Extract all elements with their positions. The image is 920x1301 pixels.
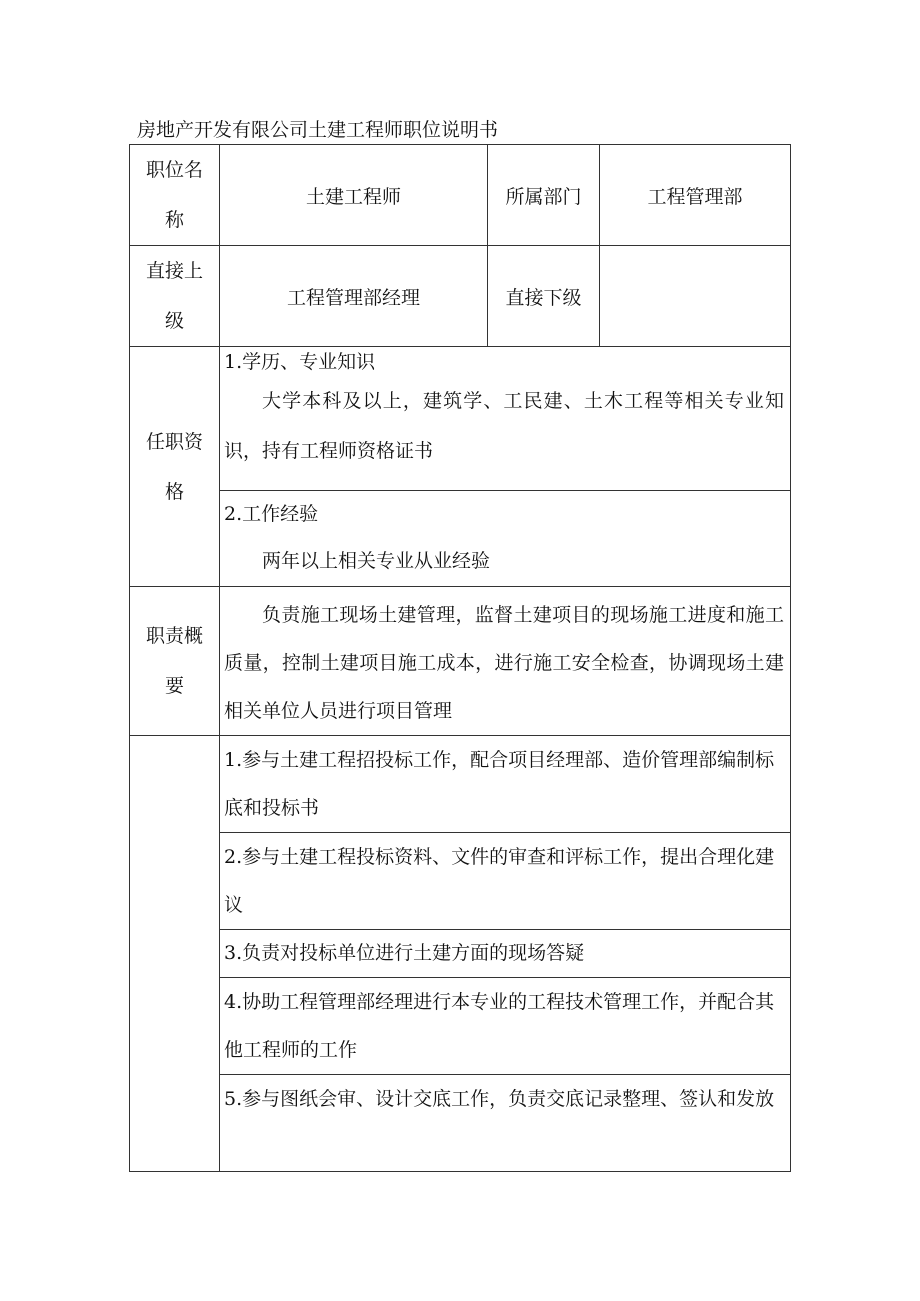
summary-label-cell <box>130 587 220 736</box>
row-duty <box>130 1075 791 1172</box>
row-duty <box>130 930 791 978</box>
row-qualification-education <box>130 347 791 491</box>
position-name-value: 土建工程师 <box>220 145 488 246</box>
subordinate-label: 直接下级 <box>488 246 600 347</box>
qualifications-label: 任职资格 <box>145 430 203 503</box>
row-position <box>130 145 791 246</box>
duty-item: 5.参与图纸会审、设计交底工作，负责交底记录整理、签认和发放 <box>220 1075 791 1172</box>
row-qualification-experience <box>130 491 791 587</box>
qualification-body: 大学本科及以上，建筑学、工民建、土木工程等相关专业知识，持有工程师资格证书 <box>224 390 784 462</box>
superior-value: 工程管理部经理 <box>220 246 488 347</box>
qualification-experience-cell <box>220 491 791 587</box>
subordinate-value <box>600 246 791 347</box>
summary-body: 负责施工现场土建管理，监督土建项目的现场施工进度和施工质量，控制土建项目施工成本，进行施工安全检查，协调现场土建相关单位人员进行项目管理 <box>224 604 784 722</box>
qualifications-label-cell <box>130 347 220 587</box>
qualification-heading: 2.工作经验 <box>224 503 319 525</box>
position-name-label-cell <box>130 145 220 246</box>
duty-item: 3.负责对投标单位进行土建方面的现场答疑 <box>220 930 791 978</box>
duties-label-cell <box>130 736 220 1172</box>
department-value: 工程管理部 <box>600 145 791 246</box>
row-summary <box>130 587 791 736</box>
qualification-heading: 1.学历、专业知识 <box>224 351 376 373</box>
department-label: 所属部门 <box>488 145 600 246</box>
qualification-education-cell <box>220 347 791 491</box>
superior-label-cell <box>130 246 220 347</box>
row-duty <box>130 978 791 1075</box>
summary-label: 职责概要 <box>145 625 203 697</box>
position-name-label: 职位名称 <box>145 159 203 231</box>
row-reporting <box>130 246 791 347</box>
row-duty <box>130 736 791 833</box>
duty-item: 4.协助工程管理部经理进行本专业的工程技术管理工作，并配合其他工程师的工作 <box>220 978 791 1075</box>
document-title: 房地产开发有限公司土建工程师职位说明书 <box>137 119 499 141</box>
superior-label: 直接上级 <box>145 260 203 332</box>
duty-item: 2.参与土建工程投标资料、文件的审查和评标工作，提出合理化建议 <box>220 833 791 930</box>
duty-item: 1.参与土建工程招投标工作，配合项目经理部、造价管理部编制标底和投标书 <box>220 736 791 833</box>
qualification-body: 两年以上相关专业从业经验 <box>262 550 491 572</box>
summary-cell <box>220 587 791 736</box>
row-duty <box>130 833 791 930</box>
job-description-table <box>129 144 791 1172</box>
